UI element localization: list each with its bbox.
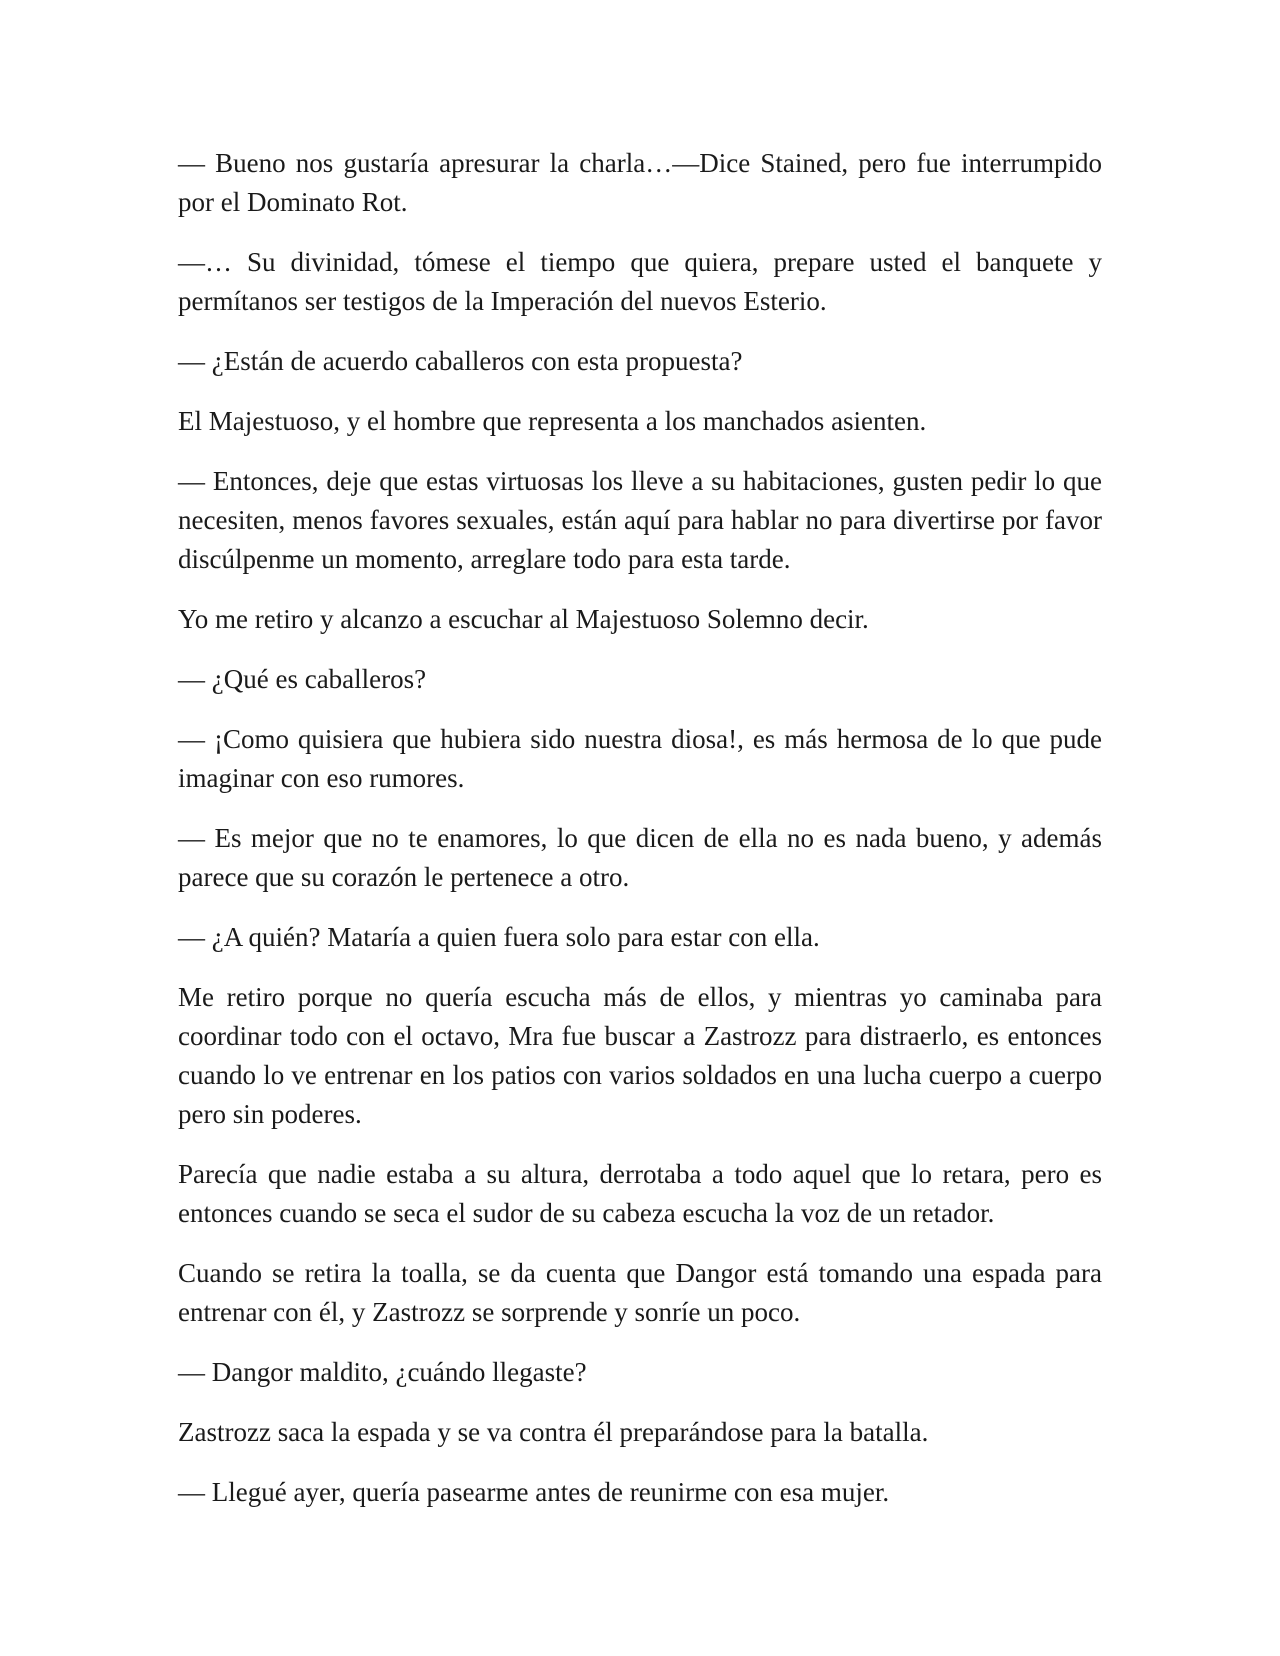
paragraph: Me retiro porque no quería escucha más de ellos, y mientras yo caminaba para coordinar todo con el octavo, Mra fue buscar a Zastrozz para distraerlo, es entonces cuando lo ve entrenar en los patios con varios soldados en una lucha cuerpo a cuerpo pero sin poderes.	[178, 982, 1102, 1129]
paragraph: Cuando se retira la toalla, se da cuenta que Dangor está tomando una espada para entrenar con él, y Zastrozz se sorprende y sonríe un poco.	[178, 1258, 1102, 1327]
paragraph: — ¿Están de acuerdo caballeros con esta propuesta?	[178, 346, 743, 376]
document-page	[178, 144, 1102, 1533]
paragraph: — ¡Como quisiera que hubiera sido nuestra diosa!, es más hermosa de lo que pude imaginar con eso rumores.	[178, 724, 1102, 793]
paragraph: Parecía que nadie estaba a su altura, derrotaba a todo aquel que lo retara, pero es entonces cuando se seca el sudor de su cabeza escucha la voz de un retador.	[178, 1159, 1102, 1228]
paragraph: — Entonces, deje que estas virtuosas los lleve a su habitaciones, gusten pedir lo que necesiten, menos favores sexuales, están aquí para hablar no para divertirse por favor discúlpenme un momento, arreglare todo para esta tarde.	[178, 466, 1102, 574]
paragraph: — ¿A quién? Mataría a quien fuera solo para estar con ella.	[178, 922, 820, 952]
paragraph: Yo me retiro y alcanzo a escuchar al Majestuoso Solemno decir.	[178, 604, 869, 634]
paragraph: Zastrozz saca la espada y se va contra él preparándose para la batalla.	[178, 1417, 929, 1447]
paragraph: — Llegué ayer, quería pasearme antes de reunirme con esa mujer.	[178, 1477, 890, 1507]
paragraph: — Dangor maldito, ¿cuándo llegaste?	[178, 1357, 587, 1387]
paragraph: —… Su divinidad, tómese el tiempo que quiera, prepare usted el banquete y permítanos ser testigos de la Imperación del nuevos Esterio.	[178, 247, 1102, 316]
paragraph: — Bueno nos gustaría apresurar la charla…—Dice Stained, pero fue interrumpido por el Dominato Rot.	[178, 148, 1102, 217]
paragraph: — Es mejor que no te enamores, lo que dicen de ella no es nada bueno, y además parece que su corazón le pertenece a otro.	[178, 823, 1102, 892]
paragraph: — ¿Qué es caballeros?	[178, 664, 427, 694]
paragraph: El Majestuoso, y el hombre que representa a los manchados asienten.	[178, 406, 927, 436]
